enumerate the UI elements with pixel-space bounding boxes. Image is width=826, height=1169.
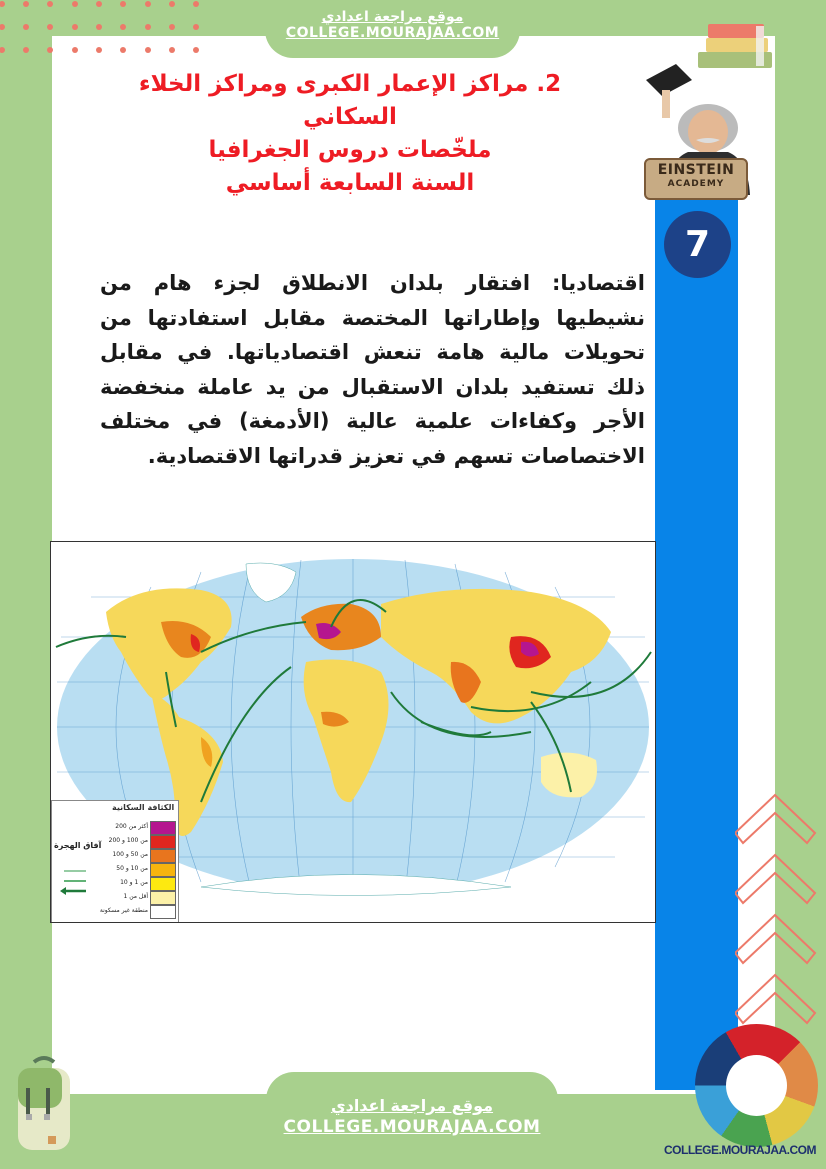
legend-item: أقل من 1: [98, 891, 178, 905]
title-line-1: 2. مراكز الإعمار الكبرى ومراكز الخلاء: [138, 71, 562, 97]
college-mourajaa-logo[interactable]: [695, 1024, 818, 1147]
header-site-tab[interactable]: [265, 0, 520, 58]
footer-site-link[interactable]: COLLEGE.MOURAJAA.COM: [283, 1117, 541, 1137]
logo-site-text[interactable]: COLLEGE.MOURAJAA.COM: [664, 1143, 816, 1157]
einstein-academy-logo: EINSTEIN ACADEMY: [644, 158, 748, 200]
backpack-icon: [12, 1054, 77, 1154]
legend-item: من 10 و 50: [98, 863, 178, 877]
footer-site-label-ar[interactable]: موقع مراجعة اعدادي: [330, 1096, 494, 1115]
title-line-3: ملخّصات دروس الجغرافيا: [208, 137, 492, 163]
legend-item: من 100 و 200: [98, 835, 178, 849]
title-line-4: السنة السابعة أساسي: [225, 170, 475, 196]
accent-strip: [655, 195, 738, 1090]
page-title: [120, 68, 580, 200]
legend-item: منطقة غير مسكونة: [98, 905, 178, 919]
chevron-up-decor-icon: [735, 793, 825, 1043]
legend-item: أكثر من 200: [98, 821, 178, 835]
header-site-label-ar[interactable]: موقع مراجعة اعدادي: [321, 9, 464, 25]
map-legend: الكثافة السكانية آفاق الهجرة أكثر من 200 من 100 و 200 من 50 و 100 من 10 و 50 من 1 و 10 أقل من 1 منطقة غير مسكونة: [51, 800, 179, 923]
grade-badge: 7: [664, 211, 731, 278]
header-site-link[interactable]: COLLEGE.MOURAJAA.COM: [285, 25, 500, 41]
legend-item: من 1 و 10: [98, 877, 178, 891]
legend-item: من 50 و 100: [98, 849, 178, 863]
migration-arrow-icon: [60, 867, 90, 897]
world-population-density-map: [50, 541, 656, 923]
footer-site-tab[interactable]: [266, 1072, 558, 1169]
title-line-2: السكاني: [303, 104, 397, 130]
lesson-paragraph: اقتصاديا: افتقار بلدان الانطلاق لجزء هام من نشيطيها وإطاراتها المختصة مقابل استفادتها من تحويلات مالية هامة تنعش اقتصادياتها. في مقابل ذلك تستفيد بلدان الاستقبال من يد عاملة منخفضة الأجر وكفاءات علمية عالية (الأدمغة) في مختلف الاختصاصات تسهم في تعزيز قدراتها الاقتصادية.: [100, 271, 645, 468]
